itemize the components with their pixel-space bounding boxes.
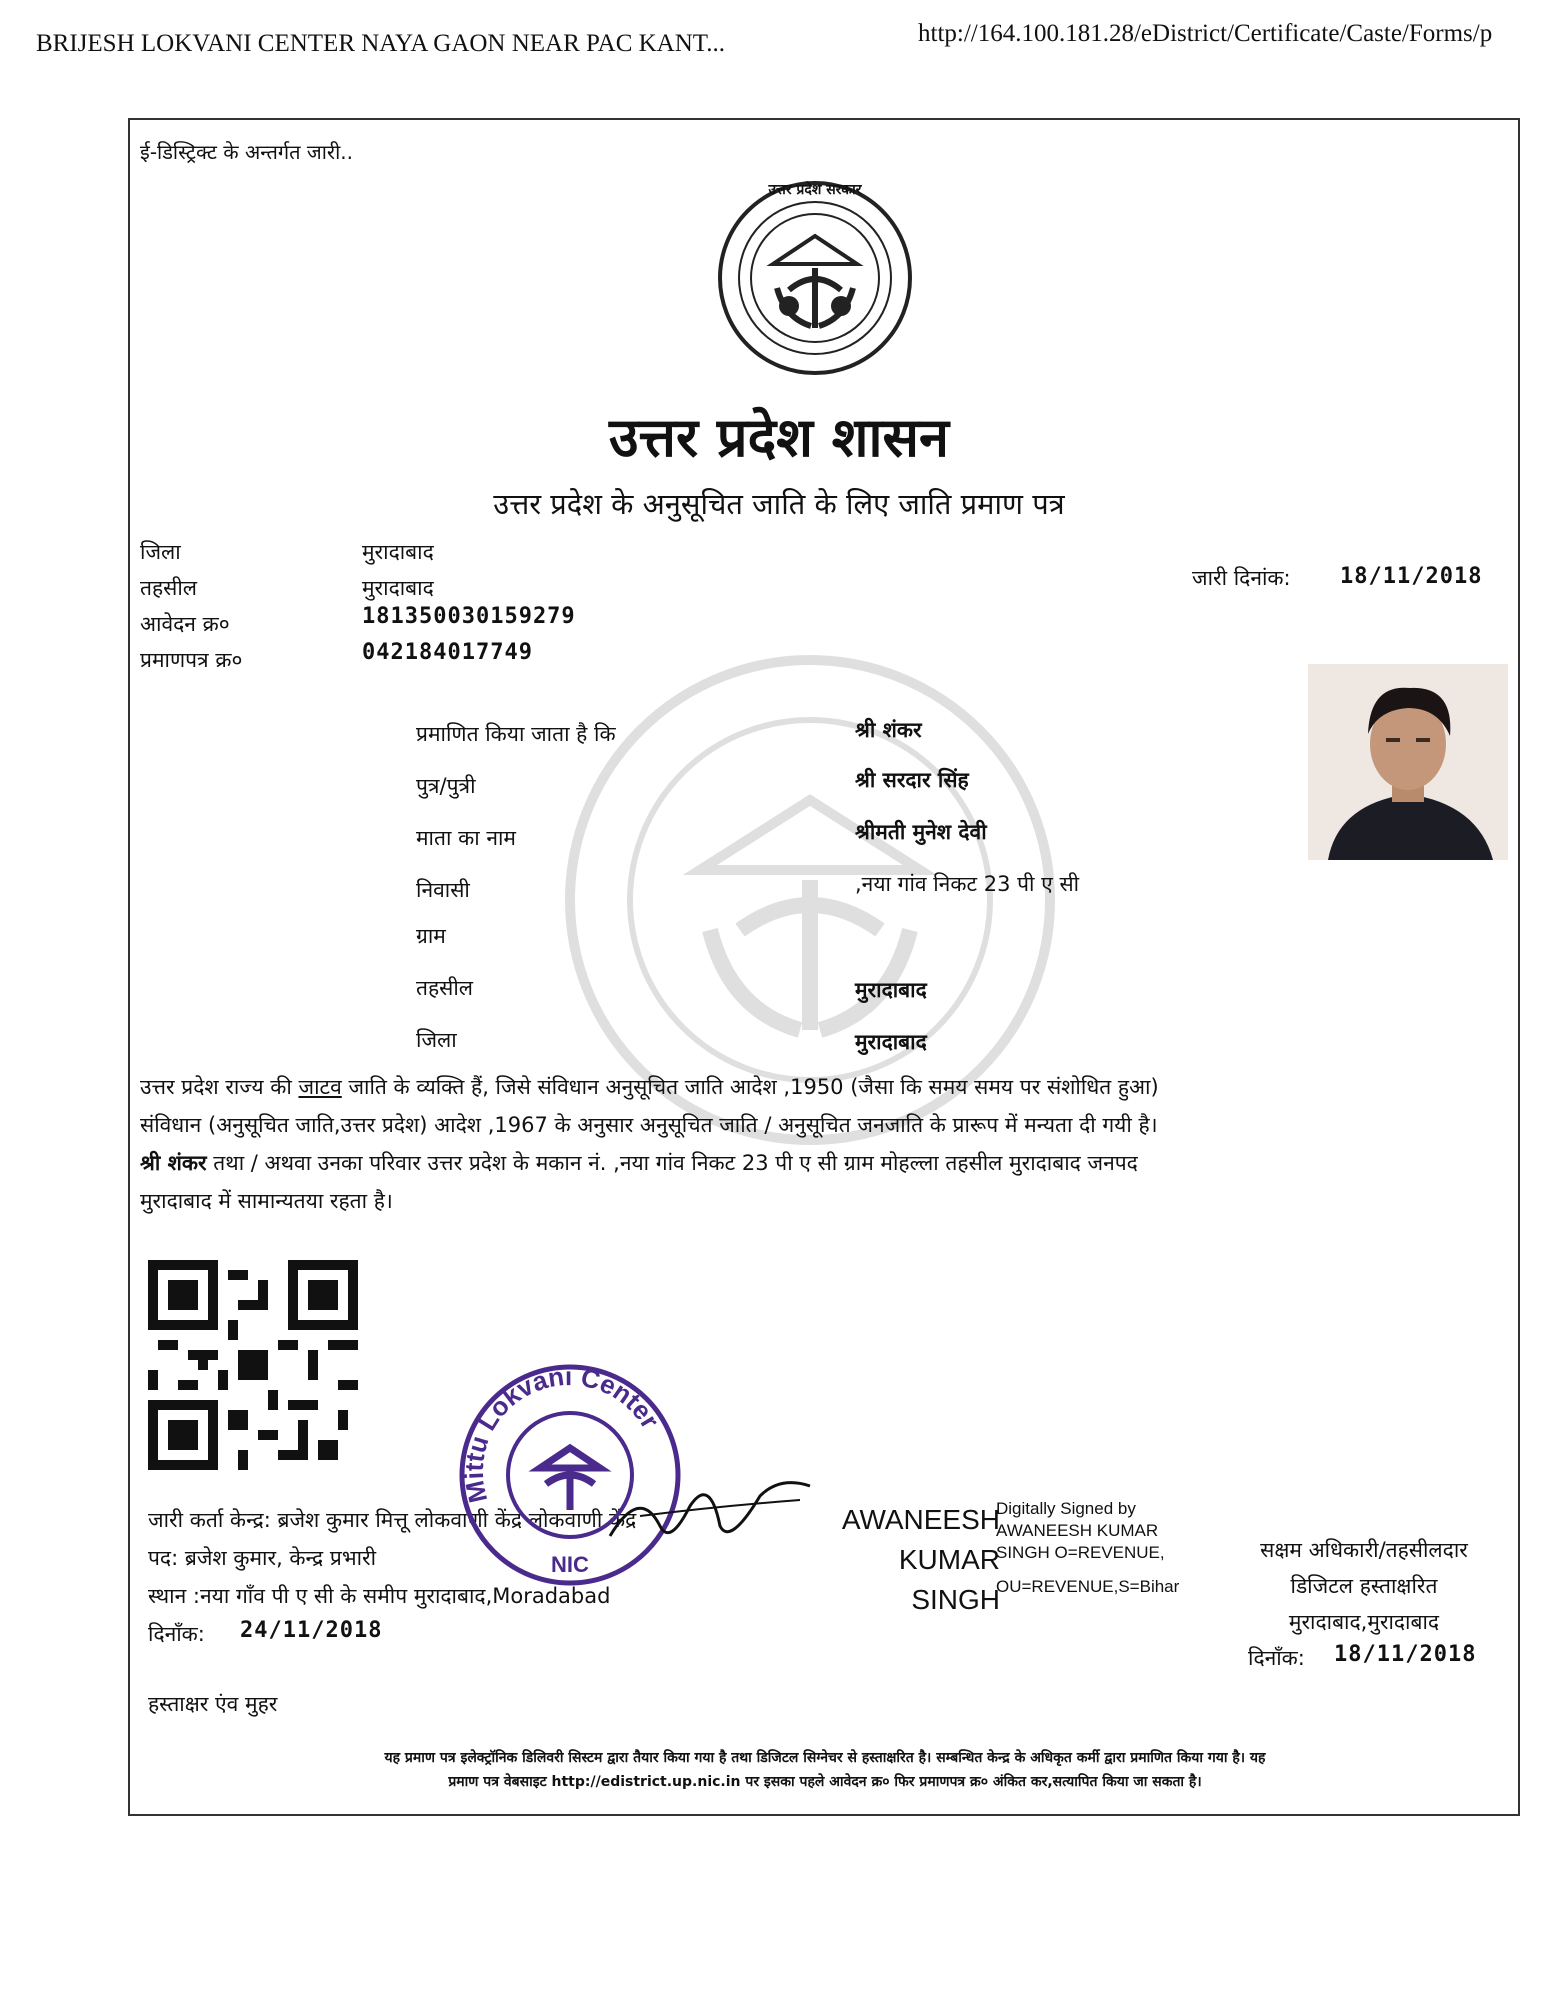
body-text: उत्तर प्रदेश राज्य की (140, 1075, 299, 1099)
sign-seal-label: हस्ताक्षर एंव मुहर (148, 1692, 278, 1716)
detail-value-district: मुरादाबाद (855, 1030, 927, 1054)
print-header-title: BRIJESH LOKVANI CENTER NAYA GAON NEAR PAC KANT... (36, 30, 725, 57)
footer-line: प्रमाण पत्र वेबसाइट http://edistrict.up.nic.in पर इसका पहले आवेदन क्र० फिर प्रमाणपत्र क्र० अंकित कर,सत्यापित किया जा सकता है। (448, 1774, 1202, 1790)
signer-name-line: KUMAR (898, 1544, 1000, 1575)
tehsil-label: तहसील (140, 576, 197, 600)
detail-label: ग्राम (416, 924, 446, 948)
issued-under-text: ई-डिस्ट्रिक्ट के अन्तर्गत जारी.. (140, 140, 353, 164)
detail-value-mother: श्रीमती मुनेश देवी (855, 820, 987, 844)
detail-value-tehsil: मुरादाबाद (855, 978, 927, 1002)
issue-date-value: 18/11/2018 (1340, 564, 1483, 589)
signature-detail-line: AWANEESH KUMAR (996, 1521, 1159, 1540)
detail-value-father: श्री सरदार सिंह (855, 768, 969, 792)
certificate-body (140, 1068, 1510, 1220)
applicant-photo (1308, 664, 1508, 860)
authority-location: मुरादाबाद,मुरादाबाद (1288, 1610, 1440, 1634)
signature-detail-line: Digitally Signed by (996, 1499, 1136, 1518)
issuer-place: स्थान :नया गाँव पी ए सी के समीप मुरादाबाद,Moradabad (148, 1584, 611, 1608)
certificate-title: उत्तर प्रदेश शासन (609, 406, 949, 469)
body-text: मुरादाबाद में सामान्यतया रहता है। (140, 1189, 393, 1213)
detail-value-name: श्री शंकर (855, 718, 922, 742)
certificate-subtitle: उत्तर प्रदेश के अनुसूचित जाति के लिए जाति प्रमाण पत्र (493, 487, 1065, 521)
issuer-post: पद: ब्रजेश कुमार, केन्द्र प्रभारी (148, 1546, 377, 1570)
issuer-date-value: 24/11/2018 (240, 1618, 383, 1643)
digital-signature-details (996, 1498, 1179, 1598)
district-label: जिला (140, 540, 181, 564)
issuer-center: जारी कर्ता केन्द्र: ब्रजेश कुमार मित्तू लोकवाणी केंद्र लोकवाणी केंद्र (148, 1508, 637, 1532)
body-text: तथा / अथवा उनका परिवार उत्तर प्रदेश के मकान नं. ,नया गांव निकट 23 पी ए सी ग्राम मोहल्ला तहसील मुरादाबाद जनपद (206, 1151, 1138, 1175)
footer-line: यह प्रमाण पत्र इलेक्ट्रॉनिक डिलिवरी सिस्टम द्वारा तैयार किया गया है तथा डिजिटल सिग्नेचर से हस्ताक्षरित है। सम्बन्धित केन्द्र के अधिकृत कर्मी द्वारा प्रमाणित किया गया है। यह (384, 1750, 1266, 1766)
application-number: 181350030159279 (362, 604, 576, 629)
digital-signature-name (800, 1500, 1000, 1620)
emblem-text: उत्तर प्रदेश सरकार (768, 182, 862, 198)
detail-label: जिला (416, 1028, 457, 1052)
authority-date-label: दिनाँक: (1248, 1646, 1305, 1670)
signer-name-line: AWANEESH (841, 1504, 1000, 1535)
certificate-footer (140, 1746, 1510, 1794)
signature-detail-line: SINGH O=REVENUE, (996, 1543, 1165, 1562)
detail-label: पुत्र/पुत्री (416, 774, 476, 798)
stamp-text: Mittu Lokvani Center (458, 1361, 666, 1506)
tehsil-value: मुरादाबाद (362, 576, 434, 600)
detail-label: प्रमाणित किया जाता है कि (416, 722, 616, 746)
signature-detail-line: OU=REVENUE,S=Bihar (996, 1577, 1180, 1596)
detail-label: निवासी (416, 878, 470, 902)
authority-digital: डिजिटल हस्ताक्षरित (1290, 1574, 1438, 1598)
caste-name: जाटव (298, 1075, 342, 1099)
certificate-number-label: प्रमाणपत्र क्र० (140, 648, 243, 672)
certificate-number: 042184017749 (362, 640, 533, 665)
application-label: आवेदन क्र० (140, 612, 230, 636)
detail-value-residence: ,नया गांव निकट 23 पी ए सी (855, 872, 1080, 896)
body-text: जाति के व्यक्ति हैं, जिसे संविधान अनुसूचित जाति आदेश ,1950 (जैसा कि समय समय पर संशोधित हुआ) (341, 1075, 1159, 1099)
issuer-date-label: दिनाँक: (148, 1622, 205, 1646)
detail-label: तहसील (416, 976, 473, 1000)
qr-code (148, 1260, 358, 1470)
body-text: संविधान (अनुसूचित जाति,उत्तर प्रदेश) आदेश ,1967 के अनुसार अनुसूचित जाति / अनुसूचित जनजाति के प्रारूप में मन्यता दी गयी है। (140, 1113, 1158, 1137)
issue-date-label: जारी दिनांक: (1192, 566, 1291, 590)
signer-name-line: SINGH (911, 1584, 1000, 1615)
up-emblem-icon (715, 178, 915, 378)
print-header-url: http://164.100.181.28/eDistrict/Certificate/Caste/Forms/p (918, 20, 1493, 47)
handwritten-signature (600, 1466, 820, 1556)
authority-date-value: 18/11/2018 (1334, 1642, 1477, 1667)
authority-title: सक्षम अधिकारी/तहसीलदार (1260, 1538, 1468, 1562)
stamp-bottom-text: NIC (551, 1552, 589, 1577)
district-value: मुरादाबाद (362, 540, 434, 564)
body-person-name: श्री शंकर (140, 1151, 207, 1175)
detail-label: माता का नाम (416, 826, 516, 850)
